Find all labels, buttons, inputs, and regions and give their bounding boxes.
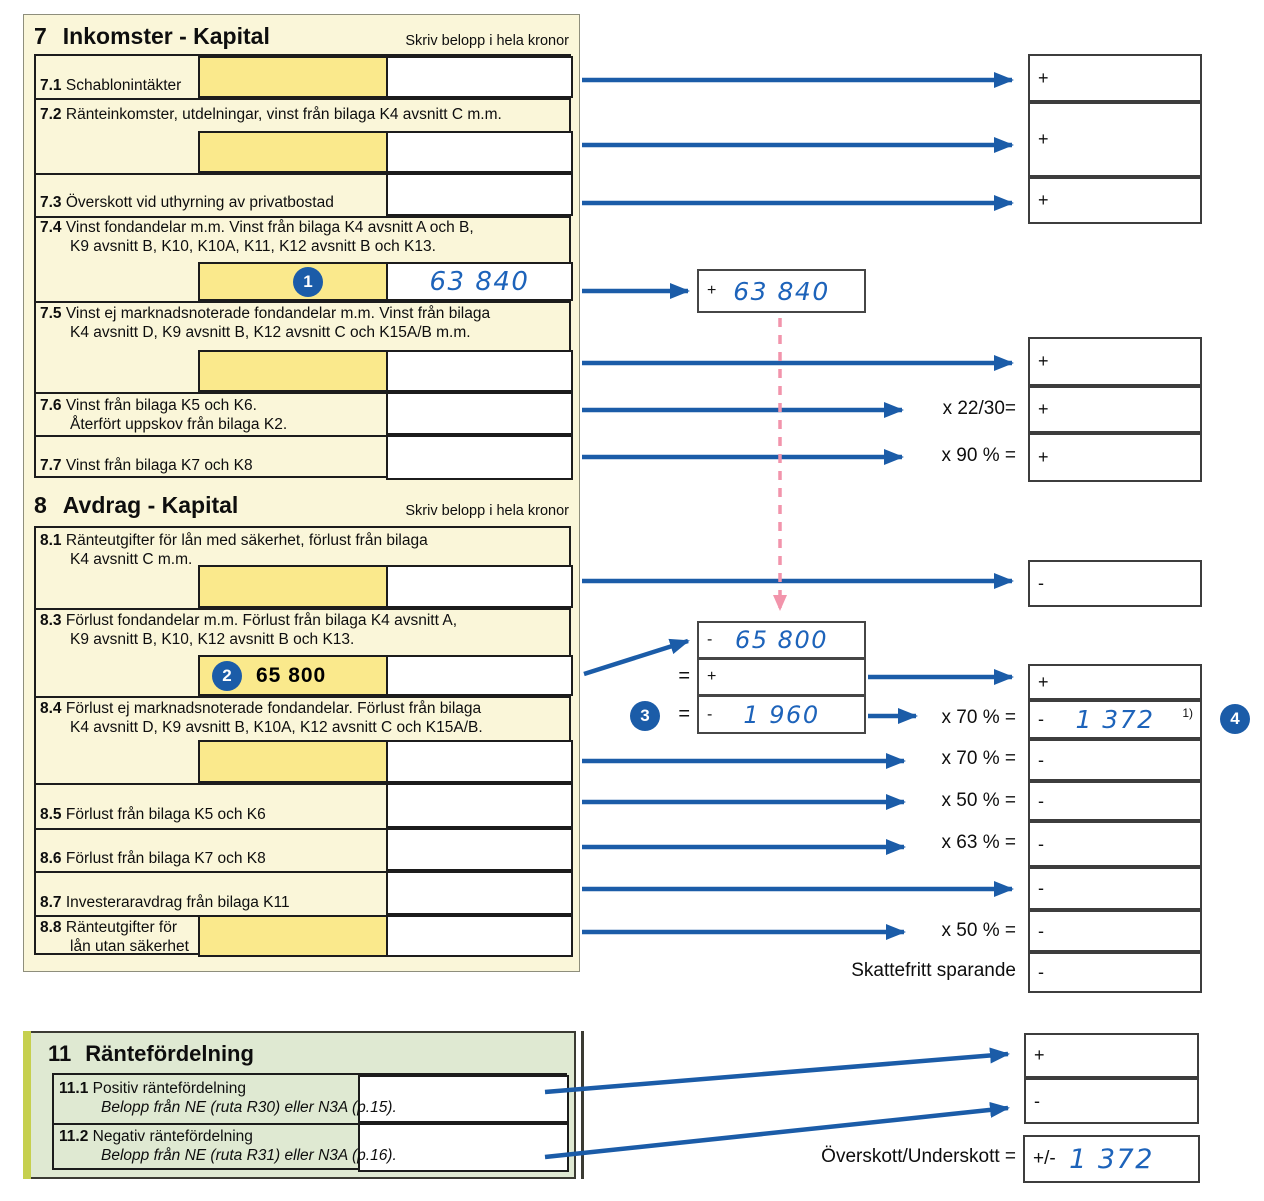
ded-box-85-50 (1028, 781, 1202, 821)
netting-loss-value: 65 800 (735, 626, 828, 654)
plus-sign: + (1038, 399, 1049, 419)
row-num: 8.8 (40, 919, 62, 936)
row-label-11-2 (59, 1127, 253, 1146)
code-cell-7-4 (198, 262, 388, 301)
field-7-6[interactable] (386, 392, 573, 435)
sum-box-7-1 (1028, 54, 1202, 102)
row-text: Ränteutgifter för (65, 919, 178, 936)
panel-rantefordelning (31, 1031, 576, 1179)
field-7-5[interactable] (386, 350, 573, 392)
netting-box-net-loss (697, 695, 866, 734)
code-cell-8-3 (198, 655, 388, 696)
row-text: K9 avsnitt B, K10, K10A, K11, K12 avsnitt B och K13. (70, 238, 436, 255)
ded-box-net-gain (1028, 664, 1202, 700)
code-cell-7-2 (198, 131, 388, 173)
marker-1-badge: 1 (293, 267, 323, 297)
section7-header (34, 23, 270, 50)
row-text: Ränteutgifter för lån med säkerhet, förlust från bilaga (65, 532, 428, 549)
row-num: 8.4 (40, 700, 62, 717)
row-num: 7.3 (40, 194, 62, 211)
minus-sign: - (1034, 1090, 1040, 1111)
row-num: 7.1 (40, 77, 62, 94)
row-text: Investeraravdrag från bilaga K11 (65, 894, 290, 911)
row-label-11-2-sub (101, 1146, 397, 1165)
row-text: Förlust från bilaga K7 och K8 (65, 850, 266, 867)
row-text: lån utan säkerhet (70, 938, 189, 955)
ded-box-88-50 (1028, 910, 1202, 952)
row-label-8-1-line2 (70, 550, 192, 569)
row-label-7-2 (40, 105, 502, 124)
row-text: Positiv räntefördelning (92, 1080, 246, 1097)
panel-capital (23, 14, 580, 972)
factor-label-50-b: x 50 % = (941, 920, 1016, 941)
skattefritt-sparande-label: Skattefritt sparande (851, 960, 1016, 981)
row-label-8-4 (40, 699, 481, 718)
field-8-8[interactable] (386, 915, 573, 957)
row-label-7-7 (40, 456, 253, 475)
minus-sign: - (1038, 790, 1044, 811)
row-divider (36, 301, 569, 303)
ded-box-86-63 (1028, 821, 1202, 867)
plus-minus-sign: +/- (1033, 1148, 1056, 1169)
section7-hint: Skriv belopp i hela kronor (405, 33, 569, 49)
marker-4-badge: 4 (1220, 704, 1250, 734)
row-label-8-8-line2 (70, 937, 189, 956)
minus-sign: - (1038, 749, 1044, 770)
gain-7-4-box (697, 269, 866, 313)
gain-7-4-value: 63 840 (733, 276, 830, 306)
minus-sign: - (707, 705, 713, 723)
sum-box-7-6 (1028, 386, 1202, 433)
arrow-11-1-diagonal (545, 1054, 1008, 1092)
section8-number: 8 (34, 492, 47, 518)
section11-header (48, 1041, 254, 1067)
row-label-8-1 (40, 531, 428, 550)
row-num: 7.4 (40, 219, 62, 236)
sum-box-7-5 (1028, 337, 1202, 386)
factor-label-90: x 90 % = (941, 445, 1016, 466)
row-text: K4 avsnitt D, K9 avsnitt B, K12 avsnitt C och K15A/B m.m. (70, 324, 471, 341)
row-label-8-3 (40, 611, 457, 630)
panel-11-edge-line (581, 1031, 584, 1179)
row-text: Ränteinkomster, utdelningar, vinst från bilaga K4 avsnitt C m.m. (65, 106, 502, 123)
deduction-box-8-1 (1028, 560, 1202, 607)
row-text: Schablonintäkter (65, 77, 182, 94)
row-divider (36, 98, 569, 100)
row-label-8-6 (40, 849, 266, 868)
result-box (1023, 1135, 1200, 1183)
row-text: Förlust ej marknadsnoterade fondandelar. Förlust från bilaga (65, 700, 482, 717)
row-label-7-6-line2 (70, 415, 287, 434)
row-text: Vinst från bilaga K7 och K8 (65, 457, 253, 474)
result-value: 1 372 (1069, 1143, 1154, 1175)
row-num: 7.5 (40, 305, 62, 322)
row-label-7-4 (40, 218, 474, 237)
table-section8 (34, 526, 571, 955)
row-num: 8.1 (40, 532, 62, 549)
code-cell-7-1 (198, 56, 388, 98)
field-8-3[interactable] (386, 655, 573, 696)
ded-box-net-loss-70 (1028, 700, 1202, 739)
factor-label-70-b: x 70 % = (941, 748, 1016, 769)
section7-title: Inkomster - Kapital (62, 23, 270, 49)
panel-11-left-stripe (23, 1031, 31, 1179)
field-7-7[interactable] (386, 435, 573, 480)
field-7-4-value: 63 840 (429, 266, 530, 297)
row-num: 7.7 (40, 457, 62, 474)
code-cell-8-1 (198, 565, 388, 608)
ded-box-84-70 (1028, 739, 1202, 781)
code-cell-8-8 (198, 915, 388, 957)
row-num: 8.7 (40, 894, 62, 911)
row-label-8-7 (40, 893, 290, 912)
row-text: K9 avsnitt B, K10, K12 avsnitt B och K13. (70, 631, 355, 648)
table-section11 (52, 1073, 567, 1170)
factor-label-70-a: x 70 % = (941, 707, 1016, 728)
row-text: Återfört uppskov från bilaga K2. (70, 416, 288, 433)
ded-box-skattefritt (1028, 952, 1202, 993)
row-label-7-6 (40, 396, 257, 415)
plus-sign: + (1038, 447, 1049, 467)
plus-sign: + (1038, 190, 1049, 210)
row-num: 7.2 (40, 106, 62, 123)
minus-sign: - (1038, 833, 1044, 854)
row-label-7-3 (40, 193, 334, 212)
factor-label-63: x 63 % = (941, 832, 1016, 853)
field-8-4[interactable] (386, 740, 573, 783)
section8-hint: Skriv belopp i hela kronor (405, 503, 569, 519)
minus-sign: - (1038, 920, 1044, 941)
section7-number: 7 (34, 23, 47, 49)
row-text: Vinst ej marknadsnoterade fondandelar m.m. Vinst från bilaga (65, 305, 491, 322)
row-num: 8.6 (40, 850, 62, 867)
row-label-7-4-line2 (70, 237, 436, 256)
minus-sign: - (1038, 962, 1044, 982)
row-num: 8.3 (40, 612, 62, 629)
table-section7 (34, 54, 571, 478)
field-7-3[interactable] (386, 173, 573, 216)
row-text: Belopp från NE (ruta R30) eller N3A (p.15). (101, 1099, 397, 1116)
row-text: Överskott vid uthyrning av privatbostad (65, 194, 334, 211)
rf-box-positive (1024, 1033, 1199, 1078)
plus-sign: + (1038, 129, 1049, 149)
row-label-7-5-line2 (70, 323, 471, 342)
plus-sign: + (1038, 671, 1049, 692)
netting-box-surplus (697, 658, 866, 696)
factor-label-22-30: x 22/30= (942, 398, 1016, 419)
field-8-6[interactable] (386, 828, 573, 871)
row-text: K4 avsnitt D, K9 avsnitt B, K10A, K12 avsnitt C och K15A/B. (70, 719, 483, 736)
netting-net-loss-value: 1 960 (743, 700, 820, 729)
minus-sign: - (1038, 709, 1044, 729)
row-text: Belopp från NE (ruta R31) eller N3A (p.16). (101, 1147, 397, 1164)
equals-sign: = (678, 703, 690, 725)
netting-box-loss (697, 621, 866, 659)
ded-box-87 (1028, 867, 1202, 910)
row-text: Förlust fondandelar m.m. Förlust från bilaga K4 avsnitt A, (65, 612, 458, 629)
row-num: 7.6 (40, 397, 62, 414)
rf-box-negative (1024, 1078, 1199, 1124)
row-label-8-3-line2 (70, 630, 354, 649)
code-cell-7-5 (198, 350, 388, 392)
row-label-8-4-line2 (70, 718, 483, 737)
minus-sign: - (1038, 878, 1044, 898)
plus-sign: + (1034, 1045, 1045, 1065)
row-label-11-1-sub (101, 1098, 397, 1117)
row-label-8-8 (40, 918, 177, 937)
sum-box-7-3 (1028, 177, 1202, 224)
row-text: K4 avsnitt C m.m. (70, 551, 193, 568)
result-label: Överskott/Underskott = (821, 1146, 1016, 1167)
row-divider (36, 608, 569, 610)
row-num: 11.1 (59, 1080, 89, 1097)
equals-sign: = (678, 665, 690, 687)
section11-title: Räntefördelning (85, 1041, 254, 1066)
field-7-1[interactable] (386, 56, 573, 98)
section8-header (34, 492, 238, 519)
sum-box-7-7 (1028, 433, 1202, 482)
row-label-7-5 (40, 304, 490, 323)
row-label-8-5 (40, 805, 266, 824)
plus-sign: + (707, 668, 717, 685)
minus-sign: - (1038, 573, 1044, 593)
minus-sign: - (707, 631, 713, 648)
code-cell-8-3-value: 65 800 (256, 663, 327, 687)
code-cell-8-4 (198, 740, 388, 783)
marker-3-badge: 3 (630, 701, 660, 731)
row-text: Förlust från bilaga K5 och K6 (65, 806, 266, 823)
footnote-ref: 1) (1182, 706, 1193, 720)
marker-2-badge: 2 (212, 661, 242, 691)
section8-title: Avdrag - Kapital (62, 492, 239, 518)
plus-sign: + (1038, 67, 1049, 88)
row-divider (36, 696, 569, 698)
row-label-7-1 (40, 76, 181, 95)
row-num: 11.2 (59, 1128, 89, 1145)
factor-label-50-a: x 50 % = (941, 790, 1016, 811)
field-7-4[interactable] (386, 262, 573, 301)
row-label-11-1 (59, 1079, 246, 1098)
sum-box-7-2 (1028, 102, 1202, 177)
row-text: Vinst fondandelar m.m. Vinst från bilaga K4 avsnitt A och B, (65, 219, 474, 236)
row-num: 8.5 (40, 806, 62, 823)
ded-net-loss-value: 1 372 (1075, 705, 1155, 734)
field-8-5[interactable] (386, 783, 573, 828)
row-text: Negativ räntefördelning (92, 1128, 253, 1145)
field-8-1[interactable] (386, 565, 573, 608)
field-7-2[interactable] (386, 131, 573, 173)
plus-sign: + (1038, 351, 1049, 371)
field-8-7[interactable] (386, 871, 573, 915)
section11-number: 11 (48, 1041, 72, 1066)
plus-sign: + (707, 282, 717, 299)
row-text: Vinst från bilaga K5 och K6. (65, 397, 257, 414)
